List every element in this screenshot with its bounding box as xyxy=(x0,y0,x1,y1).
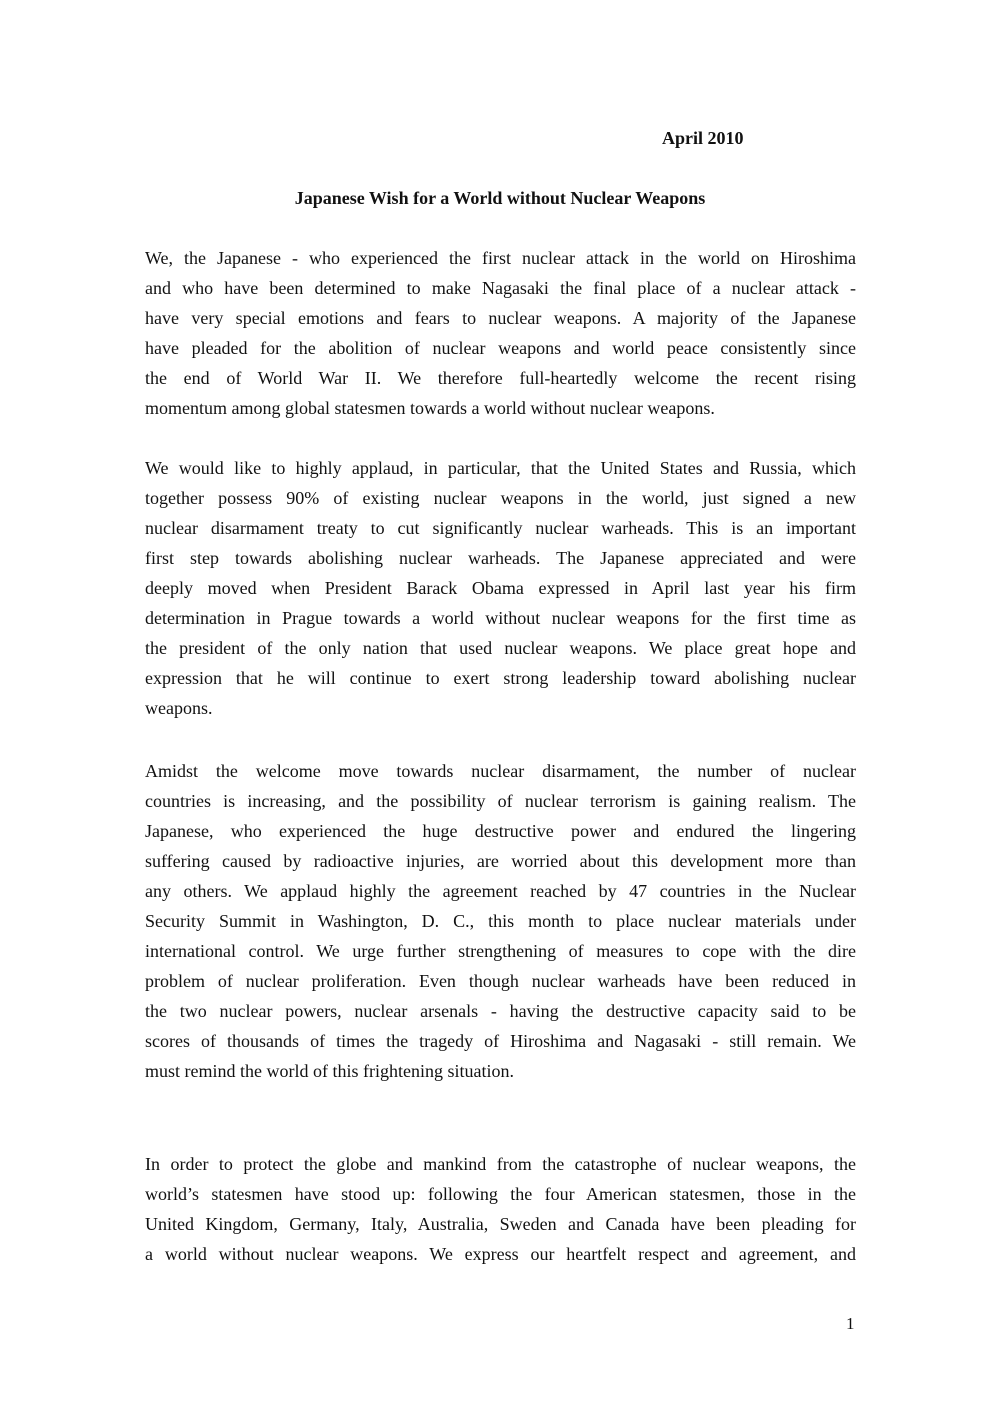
paragraph-line: suffering caused by radioactive injuries, are worried about this development more than xyxy=(145,851,856,871)
paragraph-line: determination in Prague towards a world without nuclear weapons for the first time as xyxy=(145,608,856,628)
paragraph-line: first step towards abolishing nuclear warheads. The Japanese appreciated and were xyxy=(145,548,856,568)
paragraph-line: We, the Japanese - who experienced the first nuclear attack in the world on Hiroshima xyxy=(145,248,856,268)
paragraph-line: momentum among global statesmen towards a world without nuclear weapons. xyxy=(145,398,715,418)
paragraph-line: together possess 90% of existing nuclear weapons in the world, just signed a new xyxy=(145,488,856,508)
paragraph-4 xyxy=(145,1149,856,1269)
paragraph-line: weapons. xyxy=(145,698,213,718)
paragraph-line: Japanese, who experienced the huge destructive power and endured the lingering xyxy=(145,821,856,841)
paragraph-line: problem of nuclear proliferation. Even though nuclear warheads have been reduced in xyxy=(145,971,856,991)
paragraph-line: international control. We urge further strengthening of measures to cope with the dire xyxy=(145,941,856,961)
paragraph-line: world’s statesmen have stood up: following the four American statesmen, those in the xyxy=(145,1184,856,1204)
paragraph-1 xyxy=(145,243,856,423)
document-title: Japanese Wish for a World without Nuclear Weapons xyxy=(294,188,706,208)
page-number: 1 xyxy=(846,1314,855,1333)
paragraph-2 xyxy=(145,453,856,723)
paragraph-line: must remind the world of this frightening situation. xyxy=(145,1061,514,1081)
paragraph-line: deeply moved when President Barack Obama expressed in April last year his firm xyxy=(145,578,856,598)
paragraph-line: any others. We applaud highly the agreement reached by 47 countries in the Nuclear xyxy=(145,881,856,901)
paragraph-line: the end of World War II. We therefore full-heartedly welcome the recent rising xyxy=(145,368,856,388)
paragraph-line: We would like to highly applaud, in particular, that the United States and Russia, which xyxy=(145,458,856,478)
paragraph-line: In order to protect the globe and mankind from the catastrophe of nuclear weapons, the xyxy=(145,1154,856,1174)
document-date: April 2010 xyxy=(662,128,744,148)
paragraph-line: Security Summit in Washington, D. C., this month to place nuclear materials under xyxy=(145,911,856,931)
paragraph-line: countries is increasing, and the possibility of nuclear terrorism is gaining realism. The xyxy=(145,791,856,811)
paragraph-line: a world without nuclear weapons. We express our heartfelt respect and agreement, and xyxy=(145,1244,856,1264)
paragraph-line: United Kingdom, Germany, Italy, Australia, Sweden and Canada have been pleading for xyxy=(145,1214,856,1234)
paragraph-line: the two nuclear powers, nuclear arsenals - having the destructive capacity said to be xyxy=(145,1001,856,1021)
paragraph-line: the president of the only nation that used nuclear weapons. We place great hope and xyxy=(145,638,856,658)
paragraph-line: expression that he will continue to exert strong leadership toward abolishing nuclear xyxy=(145,668,856,688)
paragraph-3 xyxy=(145,756,856,1086)
paragraph-line: scores of thousands of times the tragedy of Hiroshima and Nagasaki - still remain. We xyxy=(145,1031,856,1051)
paragraph-line: Amidst the welcome move towards nuclear disarmament, the number of nuclear xyxy=(145,761,856,781)
paragraph-line: have pleaded for the abolition of nuclear weapons and world peace consistently since xyxy=(145,338,856,358)
paragraph-line: nuclear disarmament treaty to cut significantly nuclear warheads. This is an important xyxy=(145,518,856,538)
paragraph-line: and who have been determined to make Nagasaki the final place of a nuclear attack - xyxy=(145,278,856,298)
paragraph-line: have very special emotions and fears to nuclear weapons. A majority of the Japanese xyxy=(145,308,856,328)
